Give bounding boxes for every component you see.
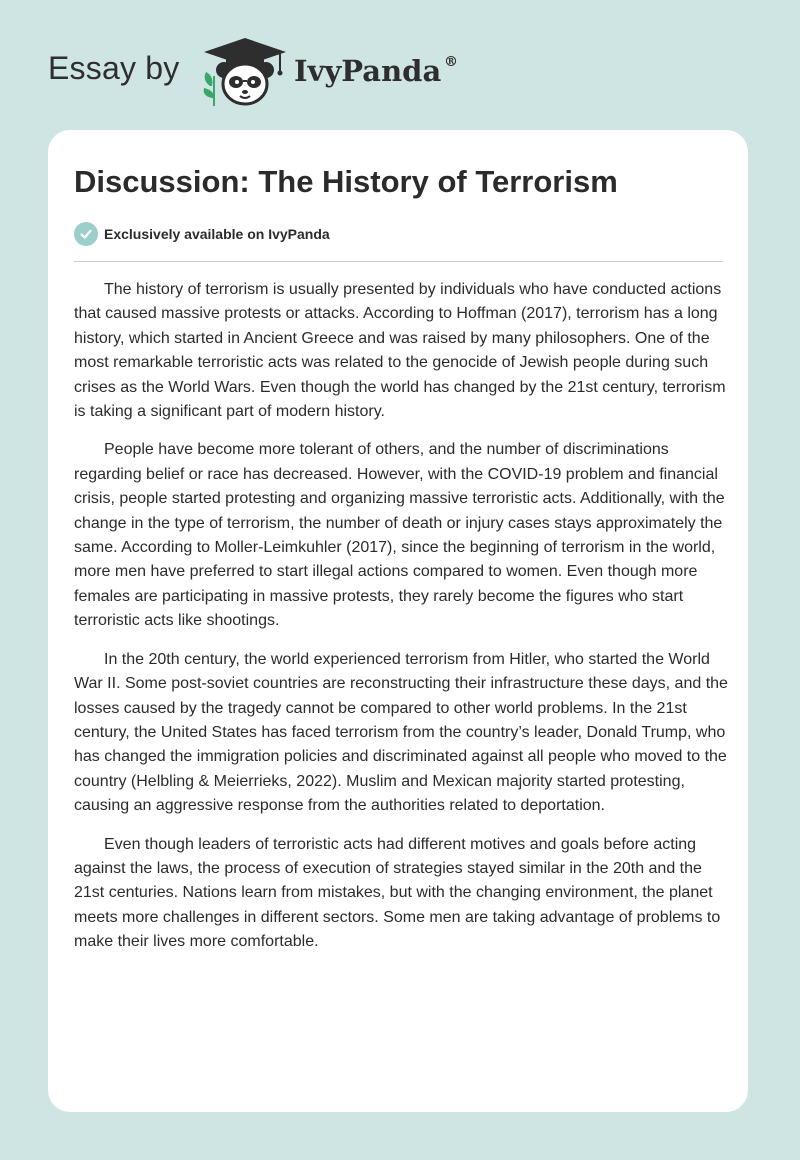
paragraph: People have become more tolerant of others, and the number of discriminations regarding belief or race has decreased. However, with the COVID-19 problem and financial crisis, people started protesting and organizing massive terroristic acts. Additionally, with the change in the type of terrorism, the number of death or injury cases stays approximately the same. According to Moller-Leimkuhler (2017), since the beginning of terrorism in the world, more men have preferred to start illegal actions compared to women. Even though more females are participating in massive protests, they rarely become the figures who start terroristic acts like shootings.	[74, 441, 725, 630]
article-card	[48, 130, 748, 1112]
brand-name[interactable]: IvyPanda	[294, 54, 442, 88]
essay-by-label: Essay by	[48, 50, 180, 86]
site-header	[0, 0, 800, 130]
check-icon	[74, 222, 98, 246]
registered-mark: ®	[444, 54, 458, 70]
exclusive-badge	[74, 222, 330, 246]
paragraph: Even though leaders of terroristic acts had different motives and goals before acting against the laws, the process of execution of strategies stayed similar in the 20th and the 21st centuries. Nations learn from mistakes, but with the changing environment, the planet meets more challenges in different sectors. Some men are taking advantage of problems to make their lives more comfortable.	[74, 835, 721, 951]
paragraph: In the 20th century, the world experienced terrorism from Hitler, who started the World War II. Some post-soviet countries are reconstructing their infrastructure these days, and the losses caused by the tragedy cannot be compared to other world problems. In the 21st century, the United States has faced terrorism from the country’s leader, Donald Trump, who has changed the immigration policies and discriminated against all people who moved to the country (Helbling & Meierrieks, 2022). Muslim and Mexican majority started protesting, causing an aggressive response from the authorities related to deportation.	[74, 650, 728, 815]
exclusive-badge-label: Exclusively available on IvyPanda	[104, 226, 330, 242]
panda-graduate-icon[interactable]	[200, 36, 290, 108]
paragraph: The history of terrorism is usually presented by individuals who have conducted actions that caused massive protests or attacks. According to Hoffman (2017), terrorism has a long history, which started in Ancient Greece and was raised by many philosophers. One of the most remarkable terroristic acts was related to the genocide of Jewish people during such crises as the World Wars. Even though the world has changed by the 21st century, terrorism is taking a significant part of modern history.	[74, 281, 726, 421]
article-body	[74, 278, 728, 969]
page-title: Discussion: The History of Terrorism	[74, 164, 618, 199]
divider	[74, 261, 723, 262]
